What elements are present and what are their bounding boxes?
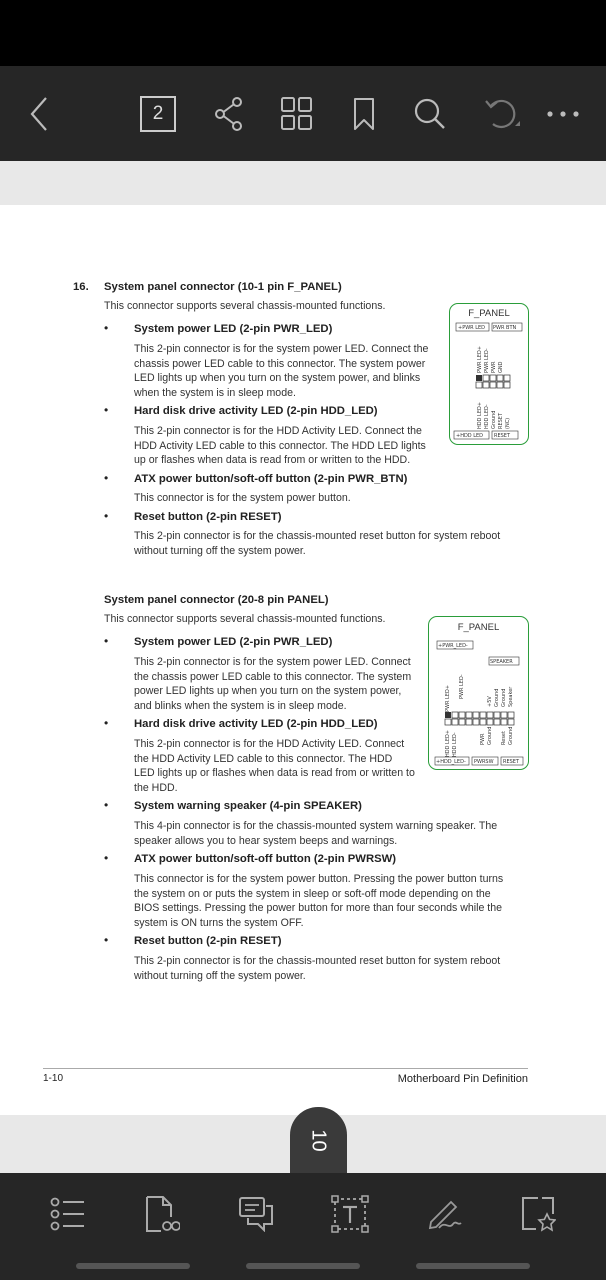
top-toolbar [0,66,606,161]
thumbnails-button[interactable] [278,66,316,161]
item-title: ATX power button/soft-off button (2-pin PWRSW) [134,853,397,865]
sign-button[interactable] [419,1191,469,1241]
item-body: This 2-pin connector is for the chassis-mounted reset button for system reboot without turning off the system power. [134,955,501,982]
page-gap [0,161,606,205]
text-box-button[interactable] [325,1191,375,1241]
svg-text:+HDD_LED-: +HDD_LED- [436,759,466,765]
back-button[interactable] [22,66,56,161]
page-count: 2 [140,96,176,132]
svg-text:RESET: RESET [494,433,511,439]
svg-text:PWRSW: PWRSW [474,759,494,765]
bullet: • [104,321,109,335]
item-body: This 2-pin connector is for the HDD Activity LED. Connect the HDD Activity LED cable to this connector. The HDD LED lights up or flashes when data is read from or written to the HDD. [134,738,415,794]
svg-text:Reset: Reset [501,731,507,745]
section-title: System panel connector (20-8 pin PANEL) [104,594,329,606]
section-intro: This connector supports several chassis-mounted functions. [104,613,386,625]
bullet: • [104,403,109,417]
comment-icon [238,1196,274,1237]
svg-text:PWR LED+: PWR LED+ [477,345,483,373]
file-attach-icon [144,1195,180,1238]
bullet: • [104,933,109,947]
svg-text:HDD LED+: HDD LED+ [445,729,451,757]
item-body: This 2-pin connector is for the HDD Activity LED. Connect the HDD Activity LED cable to this connector. The HDD LED lights up or flashes when data is read from or written to the HDD. [134,425,426,466]
nav-gesture-bar [246,1263,360,1269]
item-title: Reset button (2-pin RESET) [134,511,282,523]
page-indicator[interactable] [290,1107,347,1173]
svg-text:RESET: RESET [503,759,520,765]
comment-button[interactable] [231,1191,281,1241]
svg-text:HDD LED+: HDD LED+ [477,401,483,429]
footer-rule [43,1068,528,1069]
item-body: This connector is for the system power button. Pressing the power button turns the system on or puts the system in sleep or soft-off mode depending on the BIOS settings. Pressing the power button for more than four seconds while the system is ON turns the system OFF. [134,873,504,929]
svg-text:Ground: Ground [501,688,507,707]
page-indicator-number: 10 [308,1128,330,1152]
panel-pin-diagram [429,617,528,769]
item-title: System warning speaker (4-pin SPEAKER) [134,800,362,812]
search-button[interactable] [411,66,449,161]
svg-text:(NC): (NC) [505,417,511,429]
search-icon [413,97,447,131]
svg-text:+PWR LED: +PWR LED [458,325,486,331]
svg-text:PWR LED-: PWR LED- [459,674,465,699]
svg-text:HDD LED-: HDD LED- [484,404,490,429]
undo-icon [483,96,523,132]
page-count-button[interactable] [139,66,177,161]
favorite-icon [520,1196,556,1237]
item-body: This connector is for the system power button. [134,492,351,504]
chevron-left-icon [28,96,50,132]
favorite-button[interactable] [513,1191,563,1241]
nav-gesture-bar [416,1263,530,1269]
f-panel-diagram [449,303,529,445]
item-body: This 2-pin connector is for the chassis-mounted reset button for system reboot without turning off the system power. [134,530,501,557]
svg-text:+5V: +5V [487,696,493,707]
bullet: • [104,634,109,648]
svg-text:Ground: Ground [508,726,514,745]
svg-text:RESET: RESET [498,412,504,429]
bullet: • [104,798,109,812]
item-title: System power LED (2-pin PWR_LED) [134,323,333,335]
document-page[interactable] [0,205,606,1115]
item-title: Hard disk drive activity LED (2-pin HDD_LED) [134,718,378,730]
svg-text:HDD LED-: HDD LED- [452,732,458,757]
svg-text:PWR: PWR [491,361,497,373]
more-icon [546,110,580,118]
grid-icon [281,97,313,131]
svg-text:Speaker: Speaker [508,686,514,707]
share-button[interactable] [210,66,248,161]
bullet: • [104,851,109,865]
item-body: This 4-pin connector is for the chassis-mounted system warning speaker. The speaker allows you to hear system beeps and warnings. [134,820,498,847]
svg-text:PWR BTN: PWR BTN [493,325,517,331]
diagram-title: F_PANEL [468,308,510,319]
item-title: System power LED (2-pin PWR_LED) [134,636,333,648]
svg-text:Ground: Ground [491,410,497,429]
item-title: ATX power button/soft-off button (2-pin PWR_BTN) [134,473,408,485]
svg-text:PWR LED+: PWR LED+ [445,684,451,712]
section-intro: This connector supports several chassis-mounted functions. [104,300,386,312]
svg-text:Ground: Ground [487,726,493,745]
bookmark-icon [353,97,375,131]
footer-title: Motherboard Pin Definition [397,1073,528,1085]
svg-text:PWR LED-: PWR LED- [484,348,490,373]
file-attach-button[interactable] [137,1191,187,1241]
item-title: Reset button (2-pin RESET) [134,935,282,947]
item-body: This 2-pin connector is for the system power LED. Connect the chassis power LED cable to this connector. The system power LED lights up when you turn on the system power, and blinks when the system is in sleep mode. [134,656,412,712]
section-title: System panel connector (10-1 pin F_PANEL) [104,281,342,293]
item-body: This 2-pin connector is for the system power LED. Connect the chassis power LED cable to this connector. The system power LED lights up when you turn on the system power, and blinks when the system is in sleep mode. [134,343,429,399]
svg-text:Ground: Ground [494,688,500,707]
svg-text:GND: GND [498,361,504,373]
share-icon [214,97,244,131]
bullet: • [104,716,109,730]
svg-text:SPEAKER: SPEAKER [490,659,513,665]
more-button[interactable] [544,66,582,161]
footer-page-number: 1-10 [43,1073,64,1084]
svg-text:PWR: PWR [480,733,486,745]
outline-button[interactable] [43,1191,93,1241]
bullet: • [104,471,109,485]
nav-gesture-bar [76,1263,190,1269]
status-bar [0,0,606,66]
undo-button[interactable] [482,66,524,161]
svg-text:+HDD LED: +HDD LED [456,433,484,439]
item-title: Hard disk drive activity LED (2-pin HDD_LED) [134,405,378,417]
svg-text:+PWR_LED-: +PWR_LED- [438,643,468,649]
outline-icon [50,1197,86,1236]
sign-icon [425,1196,463,1237]
bullet: • [104,509,109,523]
text-box-icon [331,1195,369,1238]
section-number: 16. [73,281,89,293]
diagram-title: F_PANEL [457,622,500,633]
bookmark-button[interactable] [346,66,382,161]
f-panel-pin-diagram [450,304,528,444]
panel-20-8-diagram [428,616,529,770]
